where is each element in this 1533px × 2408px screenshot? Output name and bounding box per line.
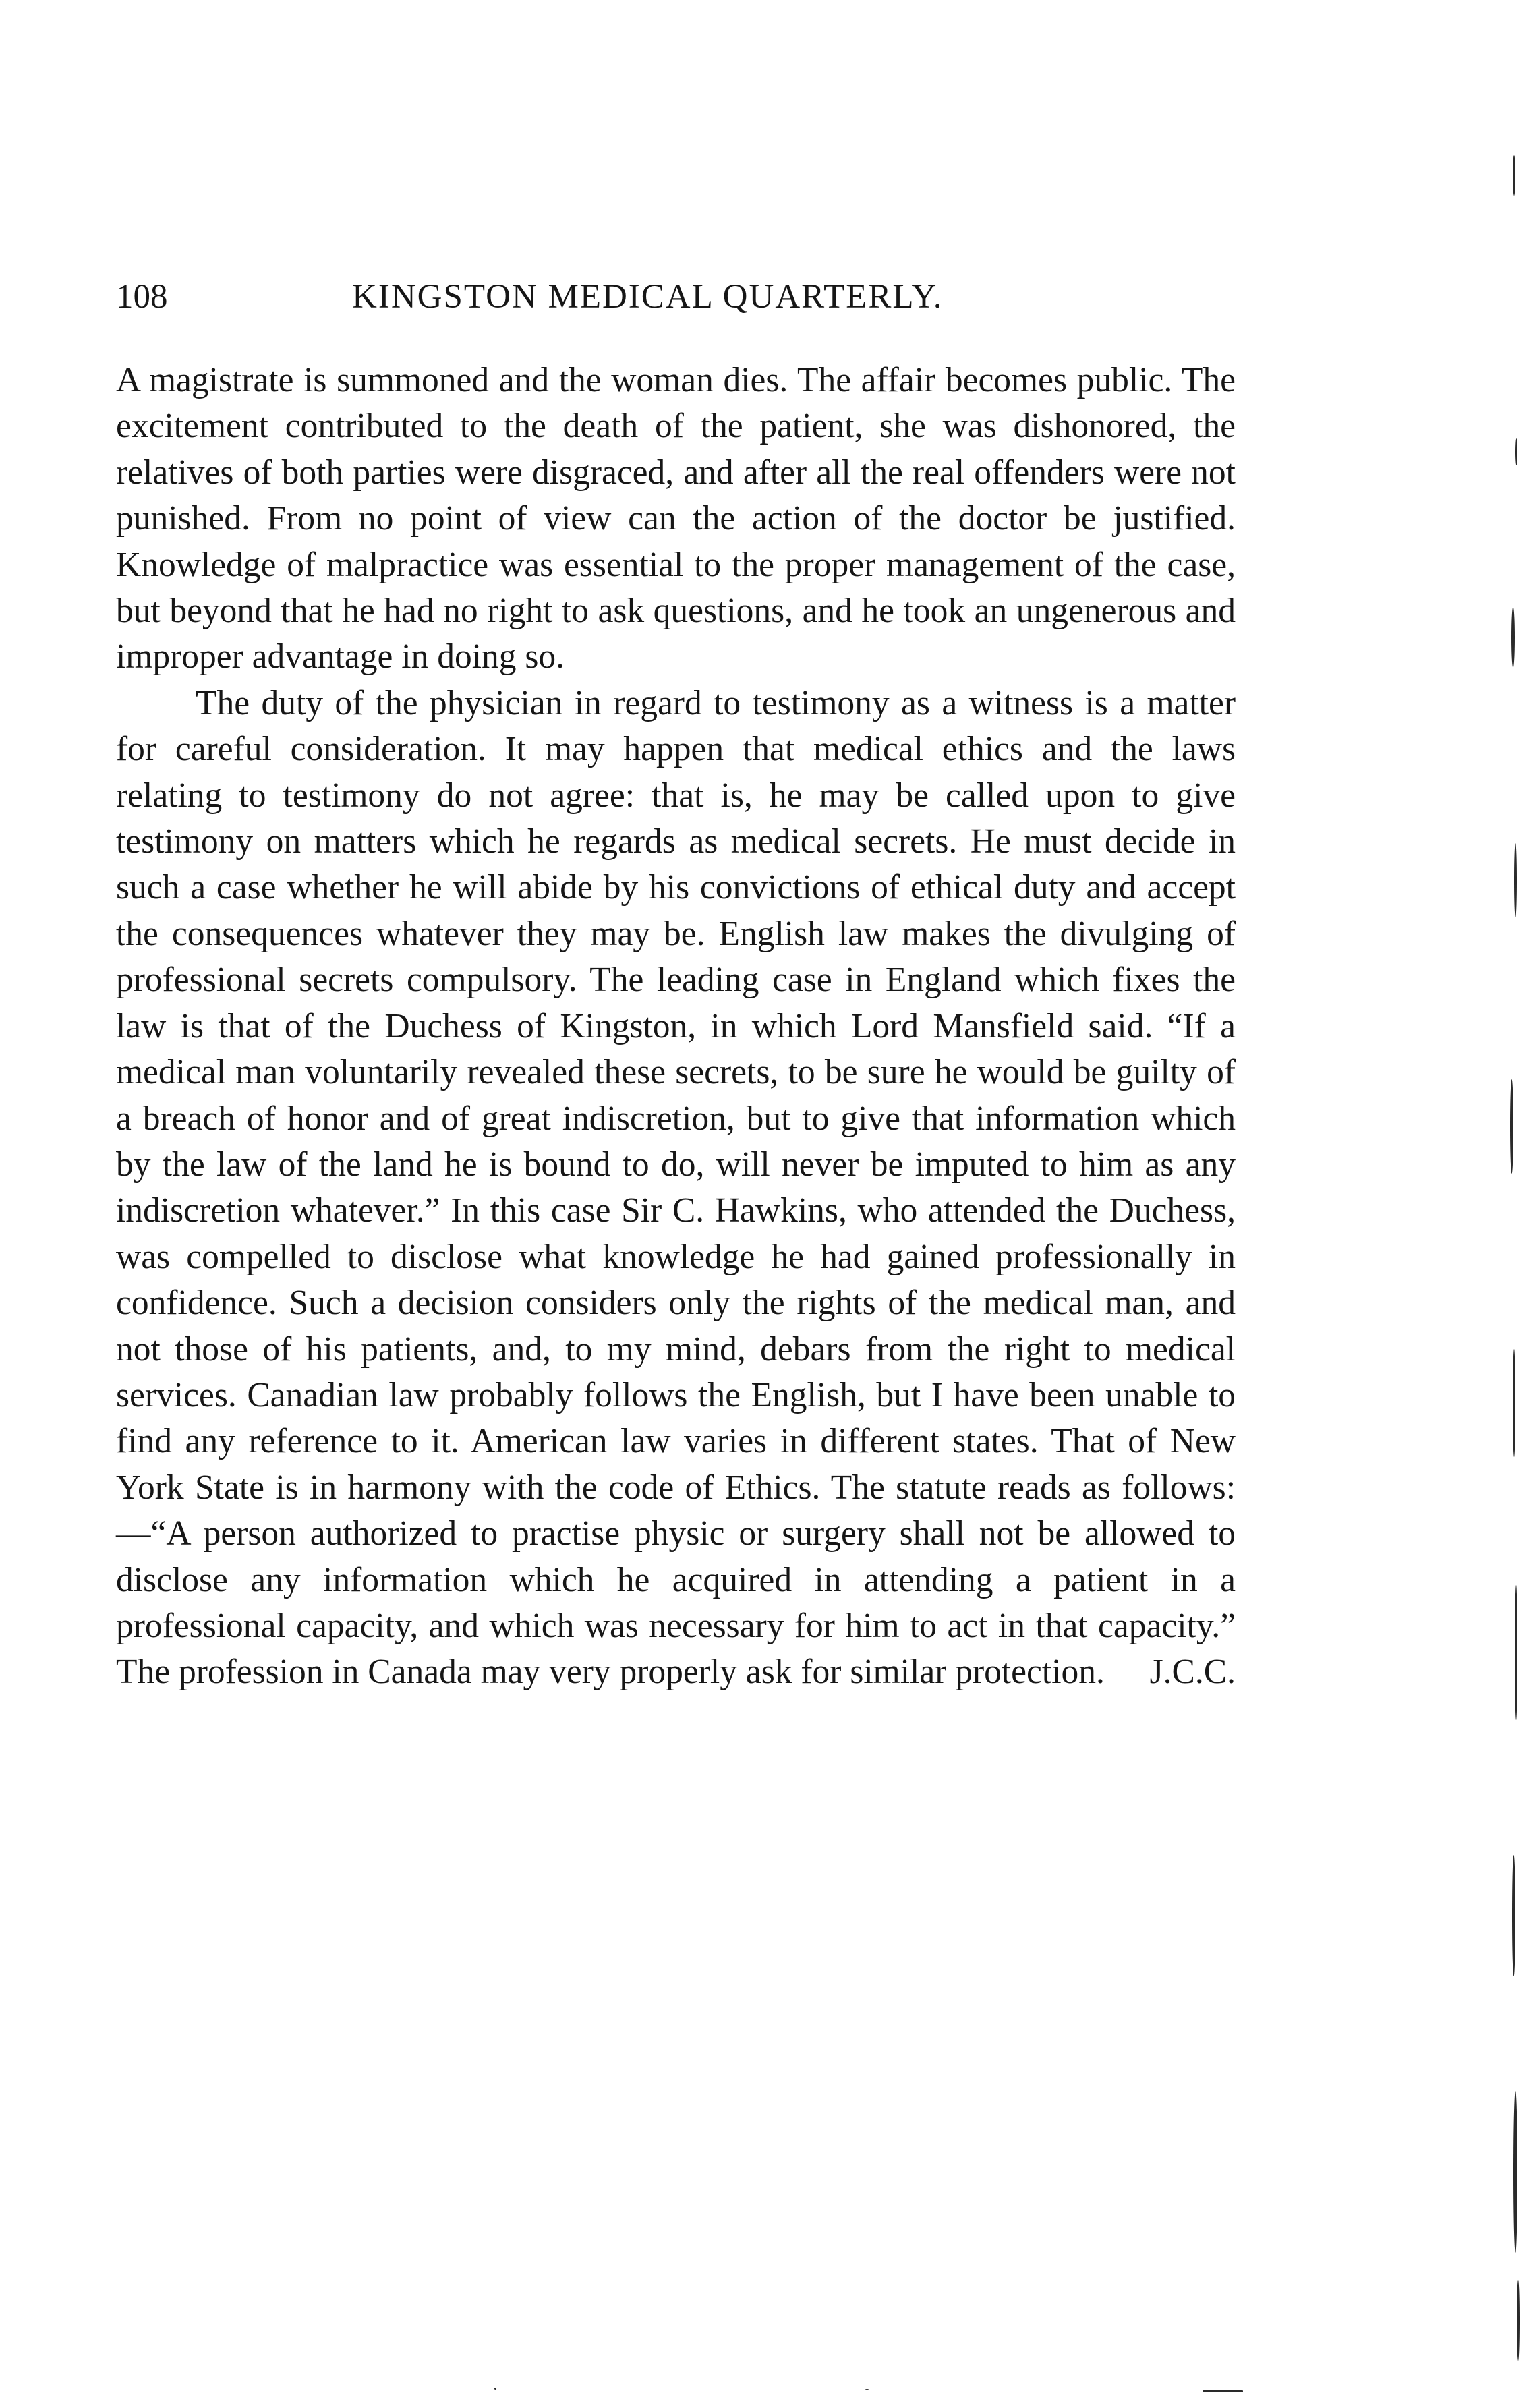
signature-initials: J.C.C. [1149,1653,1236,1692]
body-text [116,357,1236,1696]
paragraph-testimony-text: The duty of the physician in regard to testimony as a witness is a matter for careful consideration. It may happen that medical ethics and the laws relating to testimony do not agree: that is, he may be called upon to give testimony on matters which he regards as medical secrets. He must decide in such a case whether he will abide by his convictions of ethical duty and accept the consequences whatever they may be. English law makes the divulging of professional secrets compulsory. The leading case in England which fixes the law is that of the Duchess of Kingston, in which Lord Mansfield said. “If a medical man voluntarily revealed these secrets, to be sure he would be guilty of a breach of honor and of great indiscretion, but to give that information which by the law of the land he is bound to do, will never be imputed to him as any indiscretion whatever.” In this case Sir C. Hawkins, who attended the Duchess, was compelled to disclose what knowledge he had gained professionally in confidence. Such a decision considers only the rights of the medical man, and not those of his patients, and, to my mind, debars from the right to medical services. Canadian law probably follows the English, but I have been unable to find any reference to it. American law varies in different states. That of New York State is in harmony with the code of Ethics. The statute reads as follows:—“A person authorized to practise physic or surgery shall not be allowed to disclose any information which he acquired in attending a patient in a professional capacity, and which was necessary for him to act in that capacity.” The profession in Canada may very properly ask for similar protection. [116,683,1236,1692]
running-head [116,270,1195,324]
page-number: 108 [116,278,168,316]
paragraph-continued: A magistrate is summoned and the woman dies. The affair becomes public. The excitement contributed to the death of the patient, she was dishonored, the relatives of both parties were disgraced, and after all the real offenders were not punished. From no point of view can the action of the doctor be justified. Knowledge of malpractice was essential to the proper management of the case, but beyond that he had no right to ask questions, and he took an ungenerous and improper advantage in doing so. [116,361,1236,677]
scan-edge-noise [1472,0,1533,2408]
journal-title: KINGSTON MEDICAL QUARTERLY. [352,278,944,316]
paragraph-testimony [116,681,1236,1696]
